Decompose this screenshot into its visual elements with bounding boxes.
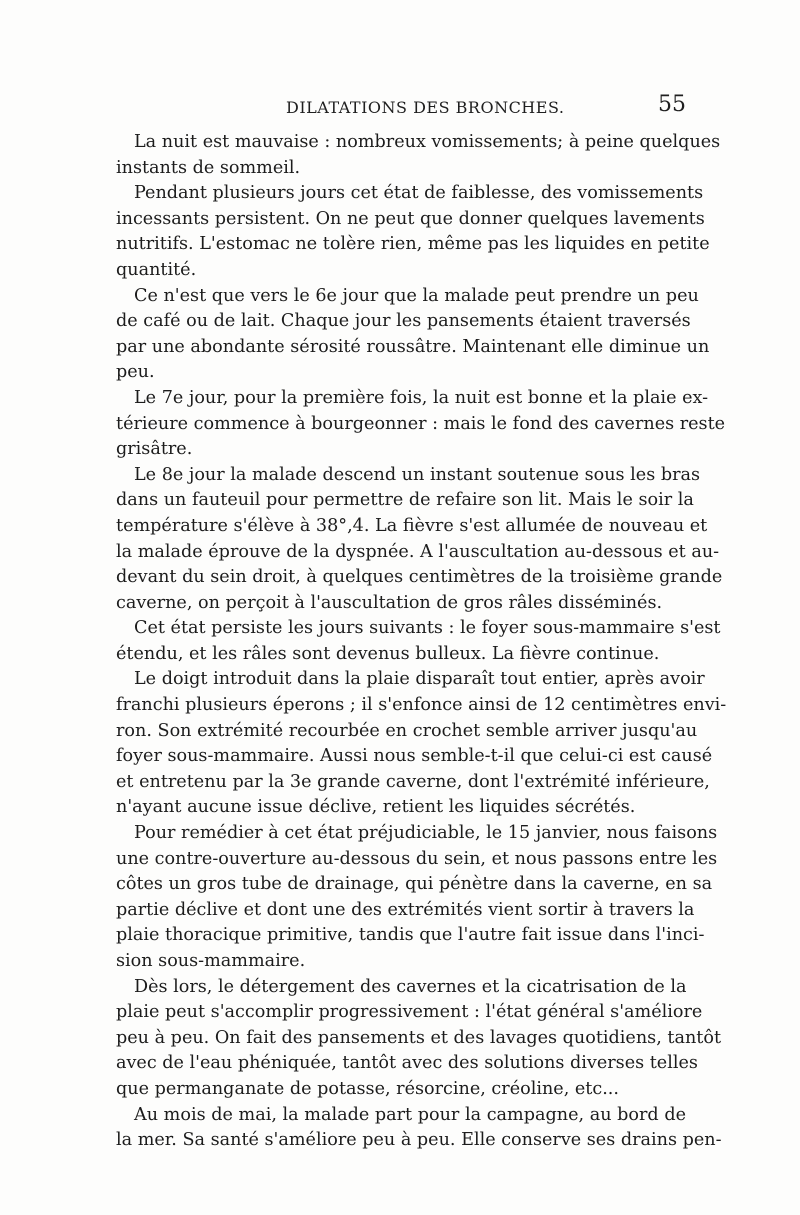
page-header [116,92,686,122]
text-line: plaie peut s'accomplir progressivement : l'état général s'améliore [116,1002,703,1023]
paragraph [116,821,718,975]
text-line: plaie thoracique primitive, tandis que l'autre fait issue dans l'inci- [116,925,705,946]
text-line: Au mois de mai, la malade part pour la campagne, au bord de [134,1104,686,1125]
text-line: Pour remédier à cet état préjudiciable, le 15 janvier, nous faisons [134,823,718,844]
text-line: et entretenu par la 3e grande caverne, dont l'extrémité inférieure, [116,771,710,792]
text-line: peu à peu. On fait des pansements et des lavages quotidiens, tantôt [116,1027,722,1048]
text-line: caverne, on perçoit à l'auscultation de gros râles disséminés. [116,592,663,613]
text-line: la malade éprouve de la dyspnée. A l'auscultation au-dessous et au- [116,541,720,562]
text-line: grisâtre. [116,439,193,460]
paragraph [116,181,710,283]
paragraph [116,1103,722,1154]
text-line: dans un fauteuil pour permettre de refaire son lit. Mais le soir la [116,490,694,511]
text-line: quantité. [116,259,197,280]
text-line: instants de sommeil. [116,157,301,178]
running-title: DILATATIONS DES BRONCHES. [286,98,565,117]
paragraph [116,386,726,463]
text-line: Le 7e jour, pour la première fois, la nuit est bonne et la plaie ex- [134,387,709,408]
text-line: Le doigt introduit dans la plaie disparaît tout entier, après avoir [134,669,705,690]
paragraph [116,975,722,1103]
text-line: n'ayant aucune issue déclive, retient les liquides sécrétés. [116,797,636,818]
text-line: Ce n'est que vers le 6e jour que la malade peut prendre un peu [134,285,699,306]
body-text [116,130,727,1154]
paragraph [116,284,710,386]
text-line: devant du sein droit, à quelques centimètres de la troisième grande [116,567,723,588]
text-line: Dès lors, le détergement des cavernes et la cicatrisation de la [134,976,687,997]
paragraph [116,130,721,181]
page-number: 55 [658,92,686,117]
text-line: la mer. Sa santé s'améliore peu à peu. Elle conserve ses drains pen- [116,1130,722,1151]
text-line: avec de l'eau phéniquée, tantôt avec des solutions diverses telles [116,1053,698,1074]
text-line: ron. Son extrémité recourbée en crochet semble arriver jusqu'au [116,720,698,741]
text-line: étendu, et les râles sont devenus bulleux. La fièvre continue. [116,643,660,664]
text-line: une contre-ouverture au-dessous du sein, et nous passons entre les [116,848,718,869]
text-line: incessants persistent. On ne peut que donner quelques lavements [116,208,705,229]
text-line: Pendant plusieurs jours cet état de faiblesse, des vomissements [134,183,704,204]
text-line: térieure commence à bourgeonner : mais le fond des cavernes reste [116,413,726,434]
text-line: de café ou de lait. Chaque jour les pansements étaient traversés [116,311,691,332]
paragraph [116,463,723,617]
text-line: foyer sous-mammaire. Aussi nous semble-t-il que celui-ci est causé [116,746,713,767]
text-line: Cet état persiste les jours suivants : le foyer sous-mammaire s'est [134,618,721,639]
text-line: par une abondante sérosité roussâtre. Maintenant elle diminue un [116,336,710,357]
text-line: Le 8e jour la malade descend un instant soutenue sous les bras [134,464,701,485]
text-line: peu. [116,362,155,383]
paragraph [116,616,721,667]
text-line: température s'élève à 38°,4. La fièvre s'est allumée de nouveau et [116,515,708,536]
text-line: que permanganate de potasse, résorcine, créoline, etc... [116,1078,619,1099]
text-line: côtes un gros tube de drainage, qui pénètre dans la caverne, en sa [116,874,713,895]
text-line: sion sous-mammaire. [116,951,306,971]
text-line: La nuit est mauvaise : nombreux vomissements; à peine quelques [134,132,721,152]
text-line: franchi plusieurs éperons ; il s'enfonce ainsi de 12 centimètres envi- [116,695,727,716]
text-line: nutritifs. L'estomac ne tolère rien, même pas les liquides en petite [116,234,710,255]
text-line: partie déclive et dont une des extrémités vient sortir à travers la [116,899,695,920]
paragraph [116,667,727,821]
